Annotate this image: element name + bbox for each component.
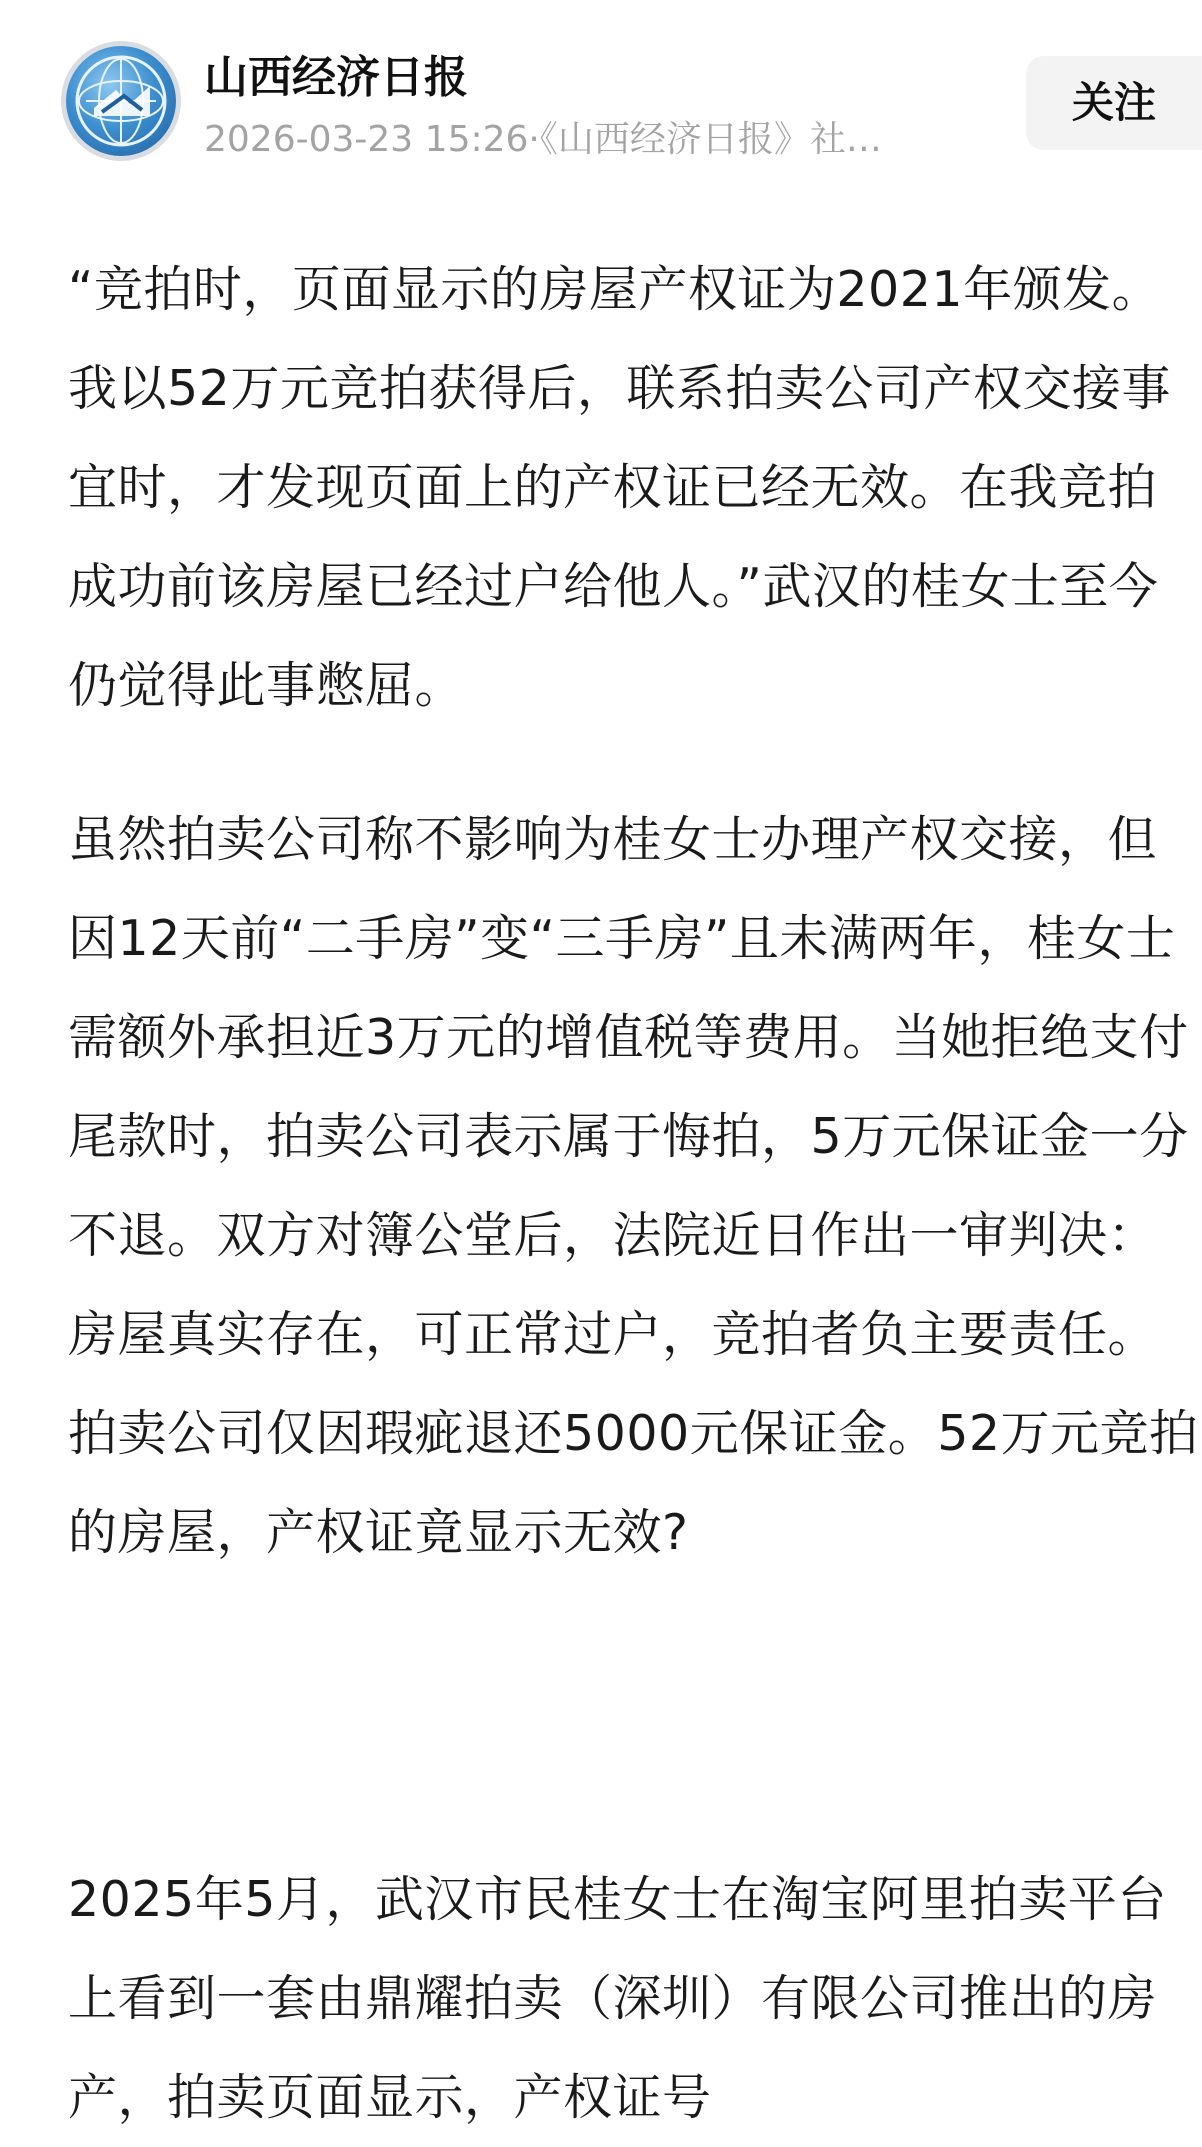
article-paragraph: “竞拍时，页面显示的房屋产权证为2021年颁发。我以52万元竞拍获得后，联系拍卖公司产权交接事宜时，才发现页面上的产权证已经无效。在我竞拍成功前该房屋已经过户给他人。”武汉的桂女士至今仍觉得此事憋屈。 bbox=[68, 261, 1171, 714]
publish-meta: 2026-03-23 15:26·《山西经济日报》社… bbox=[204, 119, 882, 160]
article-header bbox=[0, 0, 1202, 190]
newspaper-logo-icon bbox=[66, 46, 176, 156]
article-paragraph: 虽然拍卖公司称不影响为桂女士办理产权交接，但因12天前“二手房”变“三手房”且未满两年，桂女士需额外承担近3万元的增值税等费用。当她拒绝支付尾款时，拍卖公司表示属于悔拍，5万元保证金一分不退。双方对簿公堂后，法院近日作出一审判决：房屋真实存在，可正常过户，竞拍者负主要责任。拍卖公司仅因瑕疵退还5000元保证金。52万元竞拍的房屋，产权证竟显示无效? bbox=[68, 811, 1199, 1561]
author-name[interactable]: 山西经济日报 bbox=[204, 52, 468, 103]
follow-button[interactable]: 关注 bbox=[1026, 56, 1202, 150]
author-avatar[interactable] bbox=[66, 46, 176, 156]
article-paragraph: 2025年5月，武汉市民桂女士在淘宝阿里拍卖平台上看到一套由鼎耀拍卖（深圳）有限公司推出的房产，拍卖页面显示，产权证号 bbox=[68, 1871, 1167, 2126]
